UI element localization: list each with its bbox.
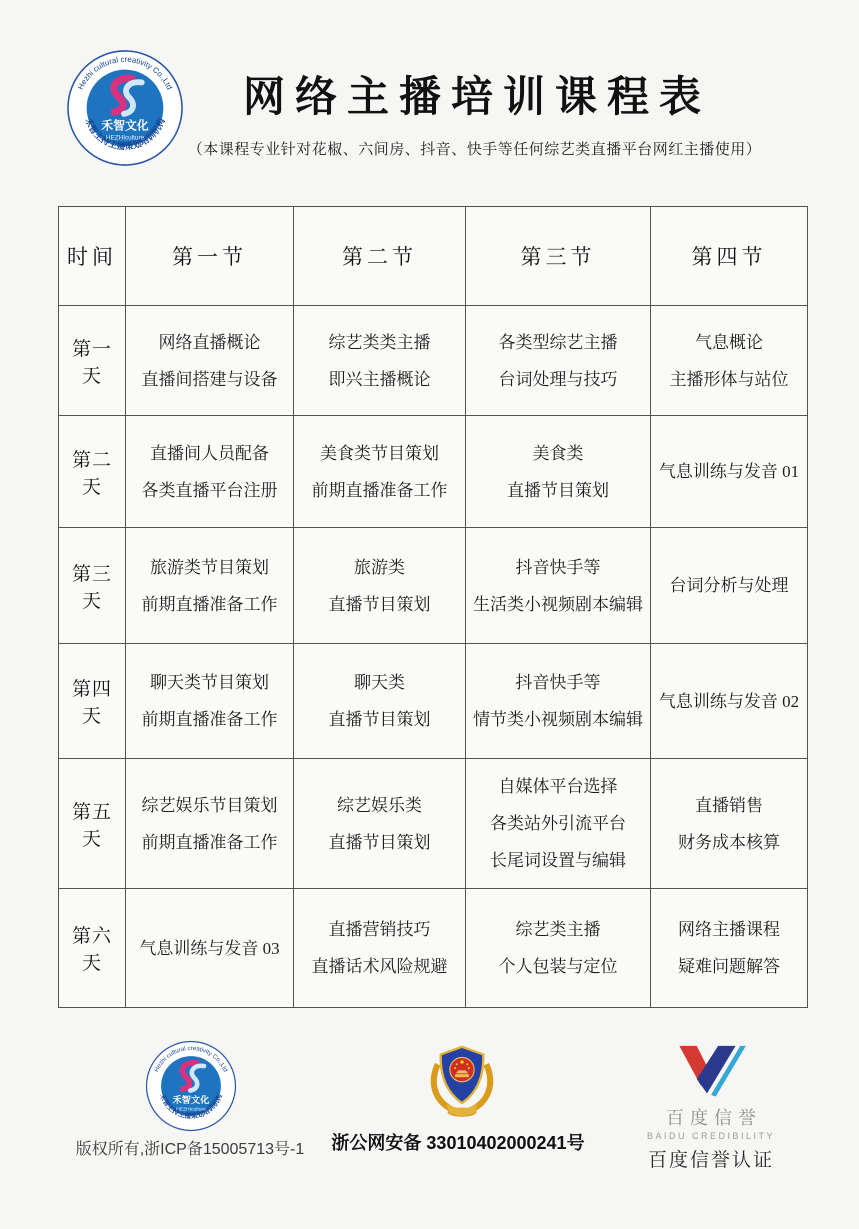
course-line: 前期直播准备工作 [141,832,278,852]
course-cell [651,416,808,528]
course-line: 旅游类节目策划 [150,557,269,577]
course-line: 气息概论 [695,332,763,352]
course-line: 即兴主播概论 [328,369,431,389]
course-cell [466,416,651,528]
course-cell [651,644,808,759]
course-cell [651,528,808,644]
course-line: 情节类小视频剧本编辑 [473,710,643,729]
day-cell: 第五天 [59,759,126,889]
page-title: 网络主播培训课程表 [242,75,711,121]
course-cell [294,889,466,1008]
course-line: 自媒体平台选择 [498,777,618,796]
course-line: 抖音快手等 [515,557,601,577]
course-cell [466,759,651,889]
course-line: 气息训练与发音 01 [658,462,800,481]
course-cell [126,889,294,1008]
course-cell [126,644,294,759]
course-line: 直播节目策划 [328,594,431,614]
course-line: 前期直播准备工作 [141,594,278,614]
course-cell [126,759,294,889]
course-line: 网络直播概论 [158,332,261,352]
day-cell: 第三天 [59,528,126,644]
baidu-credibility-icon [673,1044,749,1100]
header-cell-period-3: 第三节 [466,207,651,306]
course-line: 综艺娱乐节目策划 [141,795,278,815]
copyright-text: 版权所有,浙ICP备15005713号-1 [75,1141,305,1158]
baidu-cn-text: 百度信誉 [666,1108,762,1128]
course-line: 主播形体与站位 [669,369,789,389]
course-line: 个人包装与定位 [498,957,618,976]
course-cell [294,759,466,889]
header-cell-period-2: 第二节 [294,207,466,306]
course-cell [126,306,294,416]
header-cell-period-1: 第一节 [126,207,294,306]
course-line: 综艺娱乐类 [337,795,422,815]
course-line: 聊天类节目策划 [150,673,269,692]
police-record-text: 浙公网安备 33010402000241号 [331,1133,585,1153]
course-line: 台词处理与技巧 [498,369,618,389]
course-line: 各类直播平台注册 [141,480,278,500]
table-row-day5 [59,759,808,889]
page-subtitle: （本课程专业针对花椒、六间房、抖音、快手等任何综艺类直播平台网红主播使用） [187,142,762,158]
course-line: 生活类小视频剧本编辑 [473,594,643,614]
course-cell [126,416,294,528]
course-line: 气息训练与发音 02 [658,691,800,711]
course-line: 前期直播准备工作 [311,480,448,500]
day-cell: 第六天 [59,889,126,1008]
table-row-day1 [59,306,808,416]
course-line: 各类型综艺主播 [498,332,618,352]
course-cell [651,759,808,889]
table-row-day3 [59,528,808,644]
table-row-day4 [59,644,808,759]
day-cell: 第四天 [59,644,126,759]
course-line: 直播间人员配备 [150,443,269,463]
course-cell [294,528,466,644]
course-cell [651,889,808,1008]
course-line: 直播销售 [695,795,763,815]
course-cell [466,306,651,416]
course-line: 直播节目策划 [328,832,431,852]
course-line: 抖音快手等 [515,673,601,692]
header-cell-time: 时间 [59,207,126,306]
course-line: 财务成本核算 [678,832,780,852]
course-line: 美食类节目策划 [320,443,439,463]
course-line: 直播节目策划 [507,480,609,500]
course-line: 前期直播准备工作 [141,710,278,729]
day-cell: 第二天 [59,416,126,528]
course-cell [294,416,466,528]
course-line: 疑难问题解答 [678,957,780,976]
table-row-day2 [59,416,808,528]
course-line: 直播节目策划 [328,710,431,729]
course-line: 直播话术风险规避 [311,957,448,976]
course-cell [651,306,808,416]
course-line: 网络主播课程 [678,920,780,939]
course-line: 聊天类 [354,673,405,692]
course-cell [466,528,651,644]
table-row-day6 [59,889,808,1008]
course-cell [126,528,294,644]
course-line: 直播营销技巧 [328,920,431,939]
course-line: 各类站外引流平台 [490,814,626,833]
course-cell [466,644,651,759]
course-line: 综艺类主播 [515,920,601,939]
footer-company-logo-icon [145,1040,237,1132]
course-line: 综艺类类主播 [328,332,431,352]
course-line: 直播间搭建与设备 [141,369,278,389]
baidu-en-text: BAIDU CREDIBILITY [646,1131,776,1141]
baidu-cert-text: 百度信誉认证 [647,1150,774,1171]
course-line: 台词分析与处理 [669,576,789,595]
course-line: 长尾词设置与编辑 [490,851,626,870]
course-cell [294,306,466,416]
course-table [58,206,808,1008]
course-line: 美食类 [532,443,584,463]
day-cell: 第一天 [59,306,126,416]
police-badge-icon [424,1041,500,1121]
course-line: 旅游类 [354,557,405,577]
course-line: 气息训练与发音 03 [139,938,280,958]
table-header-row [59,207,808,306]
header-cell-period-4: 第四节 [651,207,808,306]
course-cell [294,644,466,759]
course-cell [466,889,651,1008]
baidu-credibility-block [626,1044,796,1172]
